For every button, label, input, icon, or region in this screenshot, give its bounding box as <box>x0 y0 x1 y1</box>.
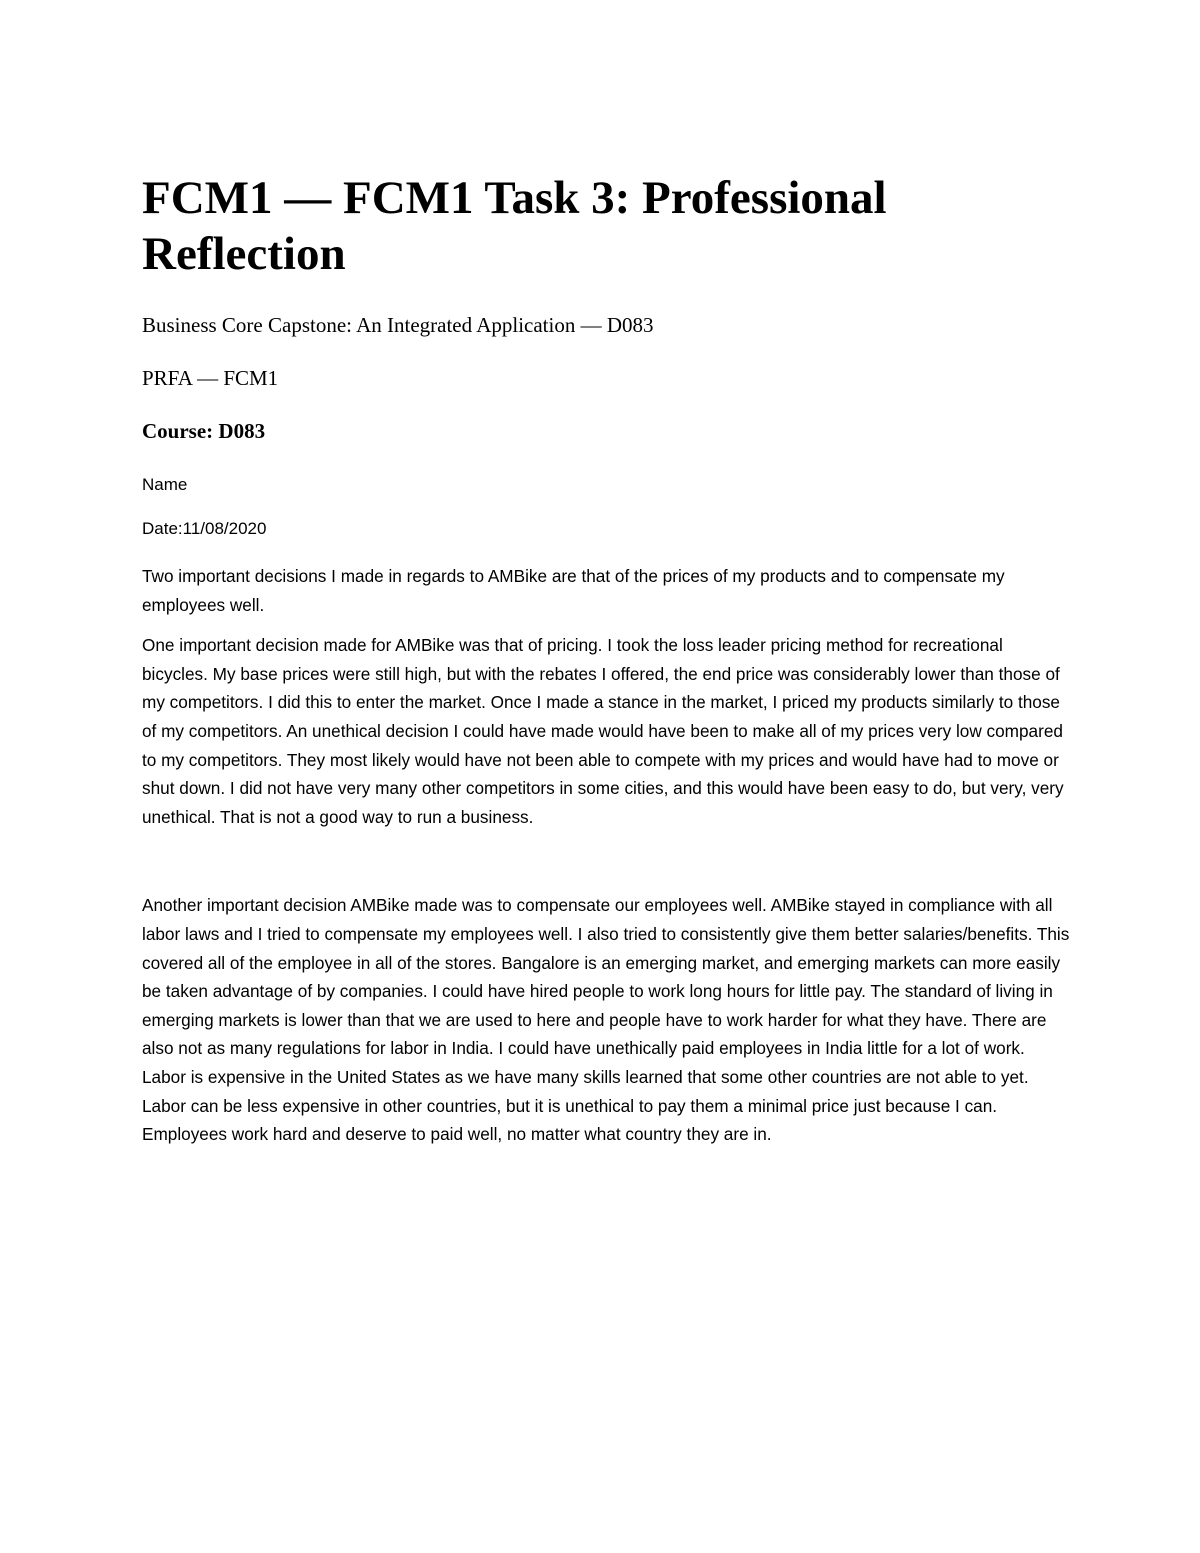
name-label: Name <box>142 475 188 494</box>
document-title: FCM1 — FCM1 Task 3: Professional Reflection <box>142 172 887 280</box>
program-line: PRFA — FCM1 <box>142 366 279 390</box>
pricing-paragraph: One important decision made for AMBike was that of pricing. I took the loss leader pricing method for recreational bicycles. My base prices were still high, but with the rebates I offered, the end price was considerably lower than those of my competitors. I did this to enter the market. Once I made a stance in the market, I priced my products similarly to those of my competitors. An unethical decision I could have made would have been to make all of my prices very low compared to my competitors. They most likely would have not been able to compete with my prices and would have had to move or shut down. I did not have very many other competitors in some cities, and this would have been easy to do, but very, very unethical. That is not a good way to run a business. <box>142 635 1064 827</box>
intro-paragraph: Two important decisions I made in regards to AMBike are that of the prices of my products and to compensate my employees well. <box>142 566 1005 615</box>
document-page <box>142 170 1072 1161</box>
date-line: Date:11/08/2020 <box>142 519 267 538</box>
course-heading: Course: D083 <box>142 419 266 443</box>
compensation-paragraph: Another important decision AMBike made was to compensate our employees well. AMBike stayed in compliance with all labor laws and I tried to compensate my employees well. I also tried to consistently give them better salaries/benefits. This covered all of the employee in all of the stores. Bangalore is an emerging market, and emerging markets can more easily be taken advantage of by companies. I could have hired people to work long hours for little pay. The standard of living in emerging markets is lower than that we are used to here and people have to work harder for what they have. There are also not as many regulations for labor in India. I could have unethically paid employees in India little for a lot of work. Labor is expensive in the United States as we have many skills learned that some other countries are not able to yet. Labor can be less expensive in other countries, but it is unethical to pay them a minimal price just because I can. Employees work hard and deserve to paid well, no matter what country they are in. <box>142 895 1070 1145</box>
course-subtitle: Business Core Capstone: An Integrated Application — D083 <box>142 313 654 337</box>
